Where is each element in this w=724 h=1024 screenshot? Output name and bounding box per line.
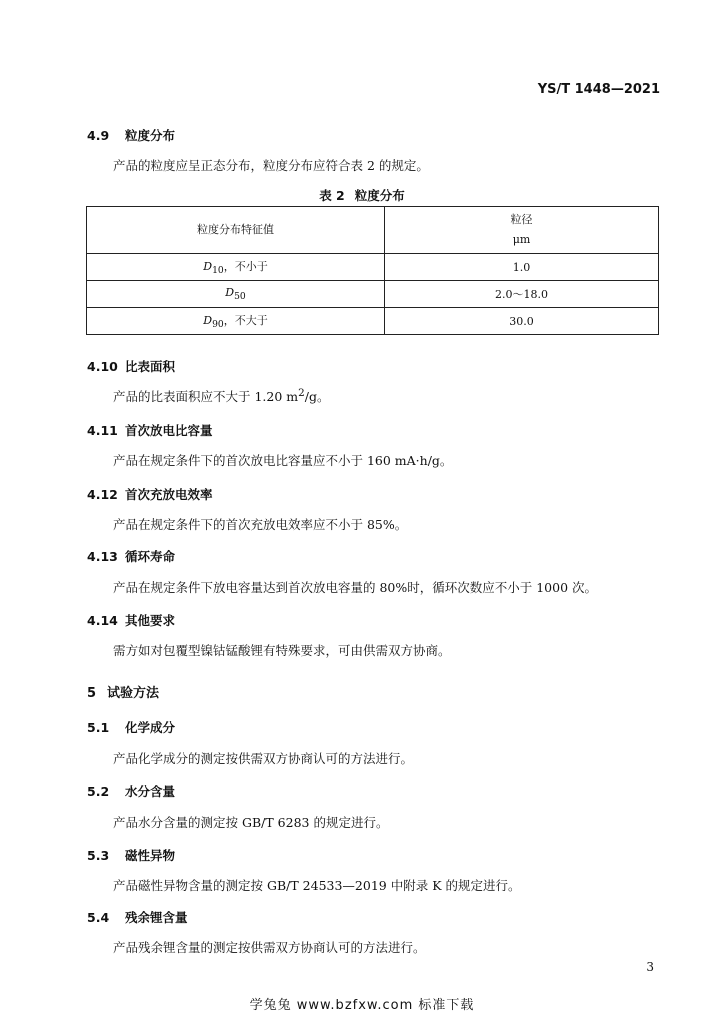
paragraph-5-3: 产品磁性异物含量的测定按 GB/T 24533—2019 中附录 K 的规定进行。 <box>113 878 521 893</box>
section-title: 比表面积 <box>125 359 176 374</box>
section-number: 5 <box>87 686 97 701</box>
section-title: 首次充放电效率 <box>125 487 213 502</box>
table-cell-value: 30.0 <box>385 308 659 335</box>
subscript: 50 <box>234 291 246 303</box>
section-number: 5.1 <box>87 720 110 735</box>
section-title: 粒度分布 <box>125 128 176 143</box>
footer-watermark: 学兔兔 www.bzfxw.com 标准下载 <box>249 998 475 1013</box>
section-number: 4.12 <box>87 487 118 502</box>
table-cell-value: 1.0 <box>385 254 659 281</box>
section-title: 残余锂含量 <box>125 910 188 925</box>
paragraph-text-end: /g。 <box>304 389 330 405</box>
paragraph-text: 产品的比表面积应不大于 1.20 m <box>113 389 299 405</box>
paragraph-5-4: 产品残余锂含量的测定按供需双方协商认可的方法进行。 <box>113 940 426 955</box>
section-number: 4.10 <box>87 359 118 374</box>
section-heading-4-12 <box>87 485 213 503</box>
standard-code: YS/T 1448—2021 <box>537 82 660 97</box>
table-header-row <box>87 207 659 254</box>
table-cell-characteristic <box>87 254 385 281</box>
superscript: 2 <box>298 387 305 399</box>
section-number: 4.14 <box>87 613 118 628</box>
paragraph-4-12: 产品在规定条件下的首次充放电效率应不小于 85%。 <box>113 517 408 532</box>
section-number: 5.2 <box>87 784 110 799</box>
section-number: 4.9 <box>87 128 110 143</box>
section-title: 首次放电比容量 <box>125 423 213 438</box>
table-header-particle-size <box>385 207 659 254</box>
table-header-unit: μm <box>512 233 531 246</box>
symbol: D <box>203 259 213 273</box>
condition: ，不小于 <box>223 259 268 273</box>
symbol: D <box>225 285 235 299</box>
table-cell-characteristic <box>87 281 385 308</box>
section-heading-4-9 <box>87 126 175 144</box>
paragraph-5-2: 产品水分含量的测定按 GB/T 6283 的规定进行。 <box>113 815 389 830</box>
paragraph-5-1: 产品化学成分的测定按供需双方协商认可的方法进行。 <box>113 751 414 766</box>
paragraph-4-13: 产品在规定条件下放电容量达到首次放电容量的 80%时，循环次数应不小于 1000 次。 <box>113 580 598 595</box>
paragraph-4-11: 产品在规定条件下的首次放电比容量应不小于 160 mA·h/g。 <box>113 453 453 468</box>
condition: ，不大于 <box>223 313 268 327</box>
paragraph-4-14: 需方如对包覆型镍钴锰酸锂有特殊要求，可由供需双方协商。 <box>113 643 451 658</box>
section-number: 5.3 <box>87 848 110 863</box>
table-row <box>87 281 659 308</box>
section-heading-4-14 <box>87 611 175 629</box>
section-heading-5-4 <box>87 908 188 926</box>
section-title: 化学成分 <box>125 720 176 735</box>
section-heading-5 <box>87 682 159 701</box>
particle-size-table <box>86 206 659 335</box>
section-heading-5-2 <box>87 782 175 800</box>
table-caption-title: 粒度分布 <box>354 188 405 203</box>
section-number: 5.4 <box>87 910 110 925</box>
section-title: 试验方法 <box>107 686 160 701</box>
section-heading-4-10 <box>87 357 175 375</box>
table-cell-value: 2.0～18.0 <box>385 281 659 308</box>
section-heading-4-11 <box>87 421 213 439</box>
subscript: 10 <box>212 265 224 277</box>
paragraph-4-10 <box>113 387 329 405</box>
subscript: 90 <box>212 319 224 331</box>
section-heading-4-13 <box>87 547 175 565</box>
section-heading-5-3 <box>87 846 175 864</box>
table-caption-number: 表 2 <box>319 188 345 203</box>
table-cell-characteristic <box>87 308 385 335</box>
paragraph-4-9: 产品的粒度应呈正态分布，粒度分布应符合表 2 的规定。 <box>113 158 429 173</box>
table-header-particle-size-label: 粒径 <box>510 213 533 226</box>
section-number: 4.11 <box>87 423 118 438</box>
section-number: 4.13 <box>87 549 118 564</box>
section-title: 磁性异物 <box>125 848 176 863</box>
table-header-characteristic: 粒度分布特征值 <box>87 207 385 254</box>
table-caption <box>0 186 724 204</box>
section-title: 循环寿命 <box>125 549 176 564</box>
table-row <box>87 308 659 335</box>
section-title: 其他要求 <box>125 613 176 628</box>
page-number: 3 <box>646 960 654 974</box>
symbol: D <box>203 313 213 327</box>
section-title: 水分含量 <box>125 784 176 799</box>
table-row <box>87 254 659 281</box>
section-heading-5-1 <box>87 718 175 736</box>
